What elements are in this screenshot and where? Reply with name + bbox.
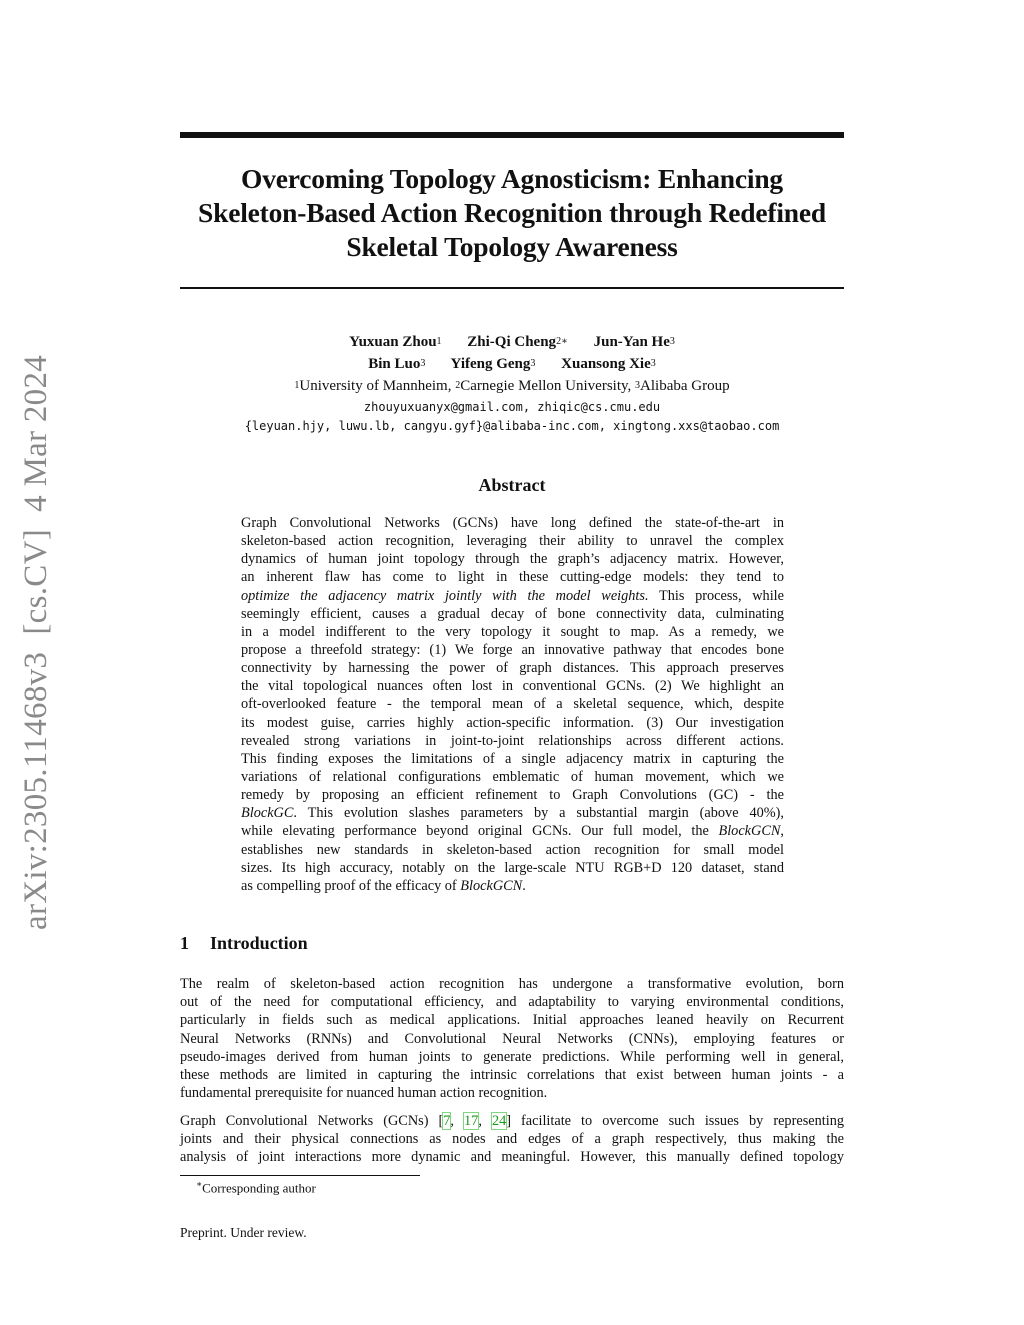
affiliation: Alibaba Group: [640, 378, 730, 394]
citation-link[interactable]: 17: [464, 1113, 479, 1129]
author-sup: 3: [530, 358, 536, 369]
line-text: Graph Convolutional Networks (GCNs) [: [180, 1113, 444, 1129]
abstract-line: revealed strong variations in joint-to-joint relationships across different actions.: [241, 732, 784, 749]
abstract-body: [241, 514, 784, 895]
affiliation-sup: 3: [635, 380, 641, 391]
arxiv-stamp: arXiv:2305.11468v3 [cs.CV] 4 Mar 2024: [18, 354, 54, 930]
section-number: 1: [180, 933, 189, 953]
abstract-line: This finding exposes the limitations of a single adjacency matrix in capturing the: [241, 750, 784, 767]
author-sup: 1: [436, 336, 442, 347]
author-name: Jun-Yan He: [593, 334, 670, 350]
citation-link[interactable]: 7: [443, 1113, 451, 1129]
italic-phrase: BlockGC: [241, 805, 294, 822]
abstract-line: Graph Convolutional Networks (GCNs) have long defined the state-of-the-art in: [241, 515, 784, 531]
paper-title: [180, 162, 844, 264]
abstract-line: oft-overlooked feature - the temporal mean of a skeletal sequence, which, despite: [241, 696, 784, 713]
author-row-1: [180, 332, 844, 354]
italic-phrase: BlockGCN: [460, 877, 523, 894]
title-bottom-rule: [180, 287, 844, 289]
paragraph-line: particularly in fields such as medical applications. Initial approaches leaned heavily on Recurrent: [180, 1012, 844, 1029]
title-line-2: Skeleton-Based Action Recognition through Redefined: [198, 197, 826, 228]
abstract-line: connectivity by harnessing the power of graph distances. This approach preserves: [241, 660, 784, 677]
title-line-1: Overcoming Topology Agnosticism: Enhancing: [241, 163, 783, 194]
abstract-line: skeleton-based action recognition, leveraging their ability to unravel the complex: [241, 533, 784, 550]
intro-paragraph-2: [180, 1112, 844, 1167]
abstract-line: propose a threefold strategy: (1) We forge an innovative pathway that encodes bone: [241, 641, 784, 658]
email-line-2: {leyuan.hjy, luwu.lb, cangyu.gyf}@alibaba-inc.com, xingtong.xxs@taobao.com: [244, 419, 780, 433]
abstract-line: as compelling proof of the efficacy of BlockGCN.: [241, 877, 526, 894]
title-line-3: Skeletal Topology Awareness: [346, 231, 678, 262]
affiliations: [180, 376, 844, 398]
line-text: ] facilitate to overcome such issues by representing: [506, 1113, 844, 1129]
author-block: [180, 332, 844, 436]
author-name: Bin Luo: [368, 356, 421, 372]
preprint-note: Preprint. Under review.: [180, 1225, 307, 1240]
paragraph-line: The realm of skeleton-based action recognition has undergone a transformative evolution, born: [180, 976, 844, 992]
intro-paragraph-1: [180, 975, 844, 1102]
abstract-line: establishes new standards in skeleton-based action recognition for small model: [241, 841, 784, 858]
author-name: Xuansong Xie: [561, 356, 651, 372]
abstract-line: while elevating performance beyond original GCNs. Our full model, the BlockGCN,: [241, 823, 784, 840]
abstract-line: the vital topological nuances often lost in conventional GCNs. (2) We highlight an: [241, 678, 784, 695]
paragraph-line: these methods are limited in capturing the intrinsic correlations that exist between human joints - a: [180, 1066, 844, 1083]
abstract-line: optimize the adjacency matrix jointly with the model weights. This process, while: [241, 587, 784, 604]
email-line-1: zhouyuxuanyx@gmail.com, zhiqic@cs.cmu.edu: [363, 400, 661, 414]
abstract-heading: Abstract: [478, 475, 546, 495]
footnote-text: Corresponding author: [202, 1180, 316, 1196]
author-sup: 2∗: [556, 336, 568, 347]
italic-phrase: BlockGCN: [718, 823, 781, 840]
author-row-2: [180, 354, 844, 376]
italic-phrase: optimize the adjacency matrix jointly with the model weights.: [241, 587, 649, 604]
author-name: Yifeng Geng: [450, 356, 531, 372]
paragraph-line: Graph Convolutional Networks (GCNs) [7, 17, 24] facilitate to overcome such issues by representing: [180, 1113, 844, 1129]
footnote: [196, 1179, 316, 1196]
abstract-line: its modest guise, carries highly action-specific information. (3) Our investigation: [241, 714, 784, 731]
author-name: Zhi-Qi Cheng: [467, 334, 557, 350]
paragraph-line: analysis of joint interactions more dynamic and meaningful. However, this manually defined topology: [180, 1149, 844, 1166]
abstract-line: remedy by proposing an efficient refinement to Graph Convolutions (GC) - the: [241, 787, 784, 804]
title-top-rule: [180, 132, 844, 138]
paragraph-line: Neural Networks (RNNs) and Convolutional Neural Networks (CNNs), employing features or: [180, 1030, 844, 1047]
abstract-line: in a model indifferent to the very topology it sought to map. As a remedy, we: [241, 623, 784, 640]
abstract-line: dynamics of human joint topology through the graph’s adjacency matrix. However,: [241, 551, 784, 568]
footnote-rule: [180, 1175, 420, 1176]
affiliation-sup: 1: [294, 380, 300, 391]
author-sup: 3: [420, 358, 426, 369]
author-sup: 3: [650, 358, 656, 369]
affiliation: University of Mannheim,: [299, 378, 456, 394]
abstract-line: sizes. Its high accuracy, notably on the large-scale NTU RGB+D 120 dataset, stand: [241, 859, 784, 876]
section-title: Introduction: [210, 933, 308, 953]
paragraph-line: pseudo-images derived from human joints to generate predictions. While performing well in general,: [180, 1048, 844, 1065]
affiliation-sup: 2: [455, 380, 461, 391]
abstract-line: seemingly efficient, causes a gradual decay of bone connectivity data, culminating: [241, 605, 784, 622]
abstract-line: BlockGC. This evolution slashes parameters by a substantial margin (above 40%),: [241, 805, 784, 822]
author-name: Yuxuan Zhou: [349, 334, 437, 350]
abstract-line: variations of relational configurations emblematic of human movement, which we: [241, 768, 784, 785]
citation-link[interactable]: 24: [491, 1113, 507, 1129]
paragraph-line: out of the need for computational efficiency, and adaptability to varying environmental conditions,: [180, 994, 844, 1011]
author-sup: 3: [669, 336, 675, 347]
affiliation: Carnegie Mellon University,: [460, 378, 636, 394]
abstract-line: an inherent flaw has come to light in these cutting-edge models: they tend to: [241, 569, 784, 586]
paragraph-line: fundamental prerequisite for nuanced human action recognition.: [180, 1085, 548, 1102]
section-heading-introduction: [180, 933, 308, 954]
footnote-mark: ∗: [196, 1179, 203, 1189]
paragraph-line: joints and their physical connections as nodes and edges of a graph respectively, thus making the: [180, 1131, 844, 1148]
